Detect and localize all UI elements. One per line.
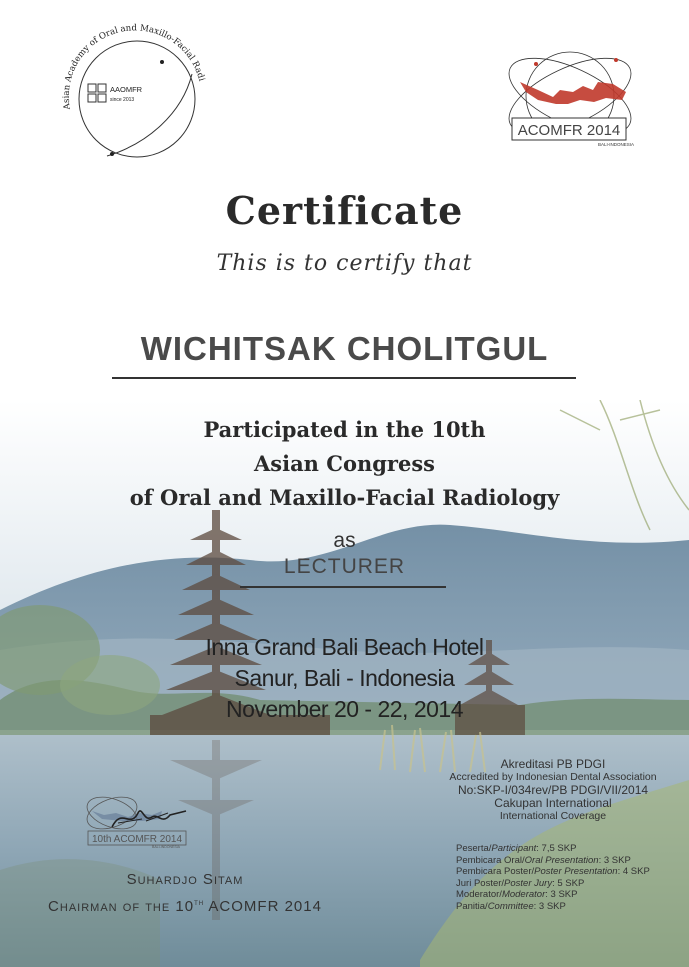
aaomfr-since: since 2013: [110, 97, 135, 103]
skp-item: Panitia/Committee: 3 SKP: [456, 900, 566, 912]
recipient-underline: [112, 377, 576, 379]
accreditation-number: No:SKP-I/034rev/PB PDGI/VII/2014: [457, 783, 649, 797]
accreditation-title: Akreditasi PB PDGI: [500, 757, 606, 771]
accreditation-block: [438, 758, 668, 823]
role-underline: [240, 586, 446, 588]
aaomfr-arc-text: Asian Academy of Oral and Maxillo-Facial Radi: [61, 23, 207, 111]
stamp-label: 10th ACOMFR 2014: [91, 834, 183, 845]
stamp-sub: BALI-INDONESIA: [151, 845, 181, 849]
participation-line: of Oral and Maxillo-Facial Radiology: [129, 485, 560, 510]
venue-line: November 20 - 22, 2014: [225, 696, 464, 722]
skp-item: Pembicara Oral/Oral Presentation: 3 SKP: [456, 854, 631, 866]
certificate-title: Certificate: [225, 188, 464, 233]
skp-list: [456, 843, 650, 912]
participation-line: Participated in the 10th: [203, 417, 486, 442]
participation-line: Asian Congress: [253, 451, 436, 476]
skp-item: Juri Poster/Poster Jury: 5 SKP: [456, 877, 585, 889]
aaomfr-abbr: AAOMFR: [110, 85, 143, 94]
aaomfr-emblem-icon: [52, 14, 217, 164]
acomfr-label: ACOMFR 2014: [517, 122, 621, 139]
acomfr-sub: BALI-INDONESIA: [597, 142, 635, 147]
certificate-subtitle: This is to certify that: [216, 251, 473, 276]
venue-block: [0, 632, 689, 725]
accreditation-by: Accredited by Indonesian Dental Association: [449, 771, 657, 783]
accreditation-coverage-id: Cakupan International: [494, 796, 612, 810]
stamp-signature-icon: [82, 783, 190, 849]
signatory-title: Chairman of the 10th ACOMFR 2014: [48, 897, 322, 915]
aaomfr-logo: [52, 14, 217, 164]
as-label: as: [333, 529, 356, 552]
venue-line: Sanur, Bali - Indonesia: [234, 665, 455, 691]
skp-item: Peserta/Participant: 7,5 SKP: [456, 843, 577, 854]
acomfr-emblem-icon: [498, 42, 640, 150]
acomfr-logo: [498, 42, 640, 150]
recipient-name: WICHITSAK CHOLITGUL: [140, 330, 549, 367]
signatory-name: Suhardjo Sitam: [126, 871, 244, 888]
accreditation-coverage-en: International Coverage: [499, 810, 607, 822]
participation-statement: [0, 413, 689, 515]
role-label: LECTURER: [283, 555, 406, 578]
signatory-block: [0, 869, 370, 918]
skp-item: Moderator/Moderator: 3 SKP: [456, 889, 578, 900]
venue-line: Inna Grand Bali Beach Hotel: [205, 634, 484, 660]
acomfr-stamp: [82, 783, 190, 849]
skp-item: Pembicara Poster/Poster Presentation: 4 SKP: [456, 866, 650, 877]
